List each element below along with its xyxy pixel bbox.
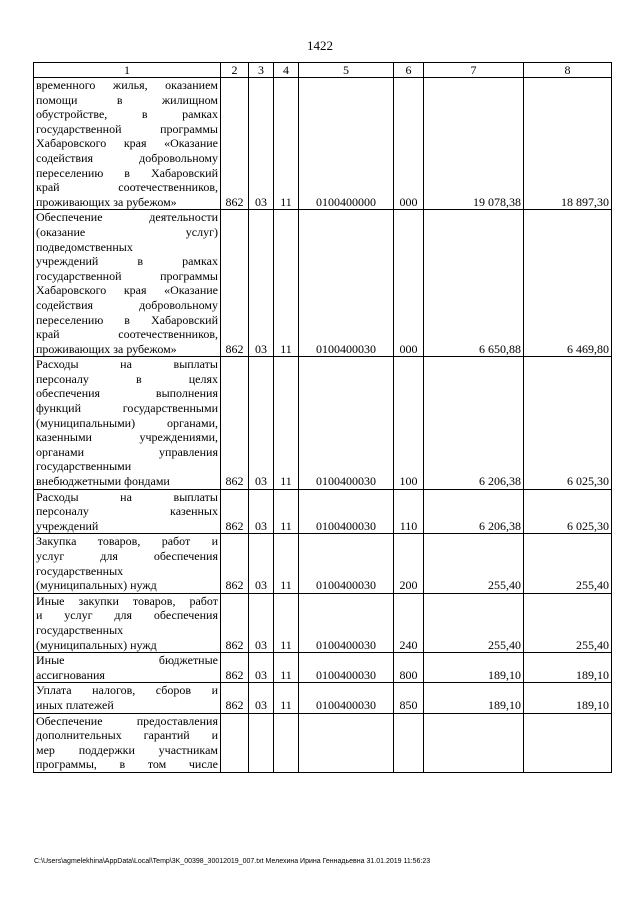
subsection-code: 11 bbox=[274, 593, 299, 652]
subsection-code: 11 bbox=[274, 210, 299, 357]
description-line: Расходы на выплаты bbox=[36, 489, 218, 504]
target-article-code: 0100400030 bbox=[299, 593, 394, 652]
expense-type-code: 100 bbox=[394, 357, 424, 489]
amount-2020: 189,10 bbox=[524, 683, 612, 713]
description-line: программы, в том числе bbox=[36, 757, 218, 772]
section-code bbox=[249, 713, 274, 772]
description-line: услуг для обеспечения bbox=[36, 549, 218, 563]
expense-type-code: 800 bbox=[394, 653, 424, 683]
subsection-code: 11 bbox=[274, 653, 299, 683]
table-row bbox=[34, 683, 612, 713]
amount-2020: 6 025,30 bbox=[524, 489, 612, 534]
amount-2019: 19 078,38 bbox=[424, 78, 524, 210]
description-line: учреждений в рамках bbox=[36, 254, 218, 269]
table-header-row bbox=[34, 63, 612, 78]
subsection-code: 11 bbox=[274, 78, 299, 210]
amount-2019: 189,10 bbox=[424, 653, 524, 683]
row-description bbox=[34, 210, 221, 357]
section-code: 03 bbox=[249, 683, 274, 713]
amount-2019: 189,10 bbox=[424, 683, 524, 713]
column-header: 8 bbox=[524, 63, 612, 78]
subsection-code bbox=[274, 713, 299, 772]
column-header: 7 bbox=[424, 63, 524, 78]
description-line: персоналу казенных bbox=[36, 504, 218, 519]
table-row bbox=[34, 653, 612, 683]
description-line: край соотечественников, bbox=[36, 180, 218, 195]
expense-type-code: 240 bbox=[394, 593, 424, 652]
description-line: дополнительных гарантий и bbox=[36, 728, 218, 743]
description-line: переселению в Хабаровский bbox=[36, 312, 218, 327]
column-header: 2 bbox=[221, 63, 249, 78]
description-line: (оказание услуг) bbox=[36, 224, 218, 239]
table-row bbox=[34, 78, 612, 210]
code-grbs: 862 bbox=[221, 210, 249, 357]
expense-type-code: 000 bbox=[394, 78, 424, 210]
target-article-code: 0100400030 bbox=[299, 653, 394, 683]
subsection-code: 11 bbox=[274, 534, 299, 593]
description-line: (муниципальных) нужд bbox=[36, 637, 157, 652]
code-grbs: 862 bbox=[221, 683, 249, 713]
section-code: 03 bbox=[249, 78, 274, 210]
description-line: (муниципальными) органами, bbox=[36, 415, 218, 430]
amount-2020 bbox=[524, 713, 612, 772]
row-description bbox=[34, 78, 221, 210]
description-line: и услуг для обеспечения bbox=[36, 608, 218, 623]
target-article-code bbox=[299, 713, 394, 772]
column-header: 5 bbox=[299, 63, 394, 78]
file-path-footer: C:\Users\agmelekhina\AppData\Local\Temp\3K_00398_30012019_007.txt Мелехина Ирина Геннадьевна 31.01.2019 11:56:23 bbox=[34, 858, 431, 865]
amount-2020: 255,40 bbox=[524, 593, 612, 652]
description-line: учреждений bbox=[36, 518, 99, 533]
description-line: переселению в Хабаровский bbox=[36, 165, 218, 180]
description-line: подведомственных bbox=[36, 239, 133, 254]
column-header: 4 bbox=[274, 63, 299, 78]
section-code: 03 bbox=[249, 357, 274, 489]
section-code: 03 bbox=[249, 593, 274, 652]
row-description bbox=[34, 489, 221, 534]
amount-2019: 6 206,38 bbox=[424, 357, 524, 489]
expense-type-code: 110 bbox=[394, 489, 424, 534]
description-line: содействия добровольному bbox=[36, 150, 218, 165]
column-header: 6 bbox=[394, 63, 424, 78]
code-grbs: 862 bbox=[221, 78, 249, 210]
row-description bbox=[34, 653, 221, 683]
table-row bbox=[34, 489, 612, 534]
description-line: органами управления bbox=[36, 444, 218, 459]
subsection-code: 11 bbox=[274, 489, 299, 534]
amount-2020: 255,40 bbox=[524, 534, 612, 593]
description-line: иных платежей bbox=[36, 697, 114, 712]
column-header: 1 bbox=[34, 63, 221, 78]
description-line: мер поддержки участникам bbox=[36, 742, 218, 757]
table-row bbox=[34, 357, 612, 489]
description-line: персоналу в целях bbox=[36, 371, 218, 386]
description-line: проживающих за рубежом» bbox=[36, 341, 177, 356]
description-line: временного жилья, оказанием bbox=[36, 78, 218, 92]
code-grbs: 862 bbox=[221, 534, 249, 593]
row-description bbox=[34, 713, 221, 772]
description-line: Иные закупки товаров, работ bbox=[36, 593, 218, 608]
row-description bbox=[34, 534, 221, 593]
amount-2020: 6 469,80 bbox=[524, 210, 612, 357]
section-code: 03 bbox=[249, 653, 274, 683]
row-description bbox=[34, 593, 221, 652]
target-article-code: 0100400030 bbox=[299, 210, 394, 357]
table-row bbox=[34, 713, 612, 772]
code-grbs: 862 bbox=[221, 593, 249, 652]
amount-2020: 6 025,30 bbox=[524, 357, 612, 489]
target-article-code: 0100400030 bbox=[299, 357, 394, 489]
section-code: 03 bbox=[249, 489, 274, 534]
amount-2019: 255,40 bbox=[424, 593, 524, 652]
subsection-code: 11 bbox=[274, 683, 299, 713]
description-line: казенными учреждениями, bbox=[36, 430, 218, 445]
description-line: край соотечественников, bbox=[36, 327, 218, 342]
code-grbs bbox=[221, 713, 249, 772]
budget-table bbox=[33, 62, 612, 773]
expense-type-code: 200 bbox=[394, 534, 424, 593]
expense-type-code: 850 bbox=[394, 683, 424, 713]
row-description bbox=[34, 357, 221, 489]
description-line: обеспечения выполнения bbox=[36, 386, 218, 401]
amount-2020: 189,10 bbox=[524, 653, 612, 683]
description-line: государственными bbox=[36, 459, 132, 474]
table-row bbox=[34, 534, 612, 593]
amount-2019: 6 650,88 bbox=[424, 210, 524, 357]
target-article-code: 0100400030 bbox=[299, 683, 394, 713]
code-grbs: 862 bbox=[221, 653, 249, 683]
table-row bbox=[34, 210, 612, 357]
description-line: Закупка товаров, работ и bbox=[36, 534, 218, 549]
description-line: Хабаровского края «Оказание bbox=[36, 283, 218, 298]
section-code: 03 bbox=[249, 534, 274, 593]
description-line: Хабаровского края «Оказание bbox=[36, 136, 218, 151]
amount-2020: 18 897,30 bbox=[524, 78, 612, 210]
row-description bbox=[34, 683, 221, 713]
description-line: содействия добровольному bbox=[36, 297, 218, 312]
description-line: функций государственными bbox=[36, 401, 218, 416]
expense-type-code: 000 bbox=[394, 210, 424, 357]
description-line: государственных bbox=[36, 622, 124, 637]
description-line: (муниципальных) нужд bbox=[36, 578, 157, 593]
description-line: обустройстве, в рамках bbox=[36, 107, 218, 122]
description-line: Обеспечение предоставления bbox=[36, 713, 218, 728]
expense-type-code bbox=[394, 713, 424, 772]
amount-2019: 6 206,38 bbox=[424, 489, 524, 534]
column-header: 3 bbox=[249, 63, 274, 78]
description-line: внебюджетными фондами bbox=[36, 474, 170, 489]
description-line: Расходы на выплаты bbox=[36, 357, 218, 372]
target-article-code: 0100400030 bbox=[299, 534, 394, 593]
target-article-code: 0100400000 bbox=[299, 78, 394, 210]
description-line: государственных bbox=[36, 563, 124, 578]
description-line: ассигнования bbox=[36, 667, 105, 682]
description-line: государственной программы bbox=[36, 268, 218, 283]
amount-2019: 255,40 bbox=[424, 534, 524, 593]
subsection-code: 11 bbox=[274, 357, 299, 489]
code-grbs: 862 bbox=[221, 489, 249, 534]
description-line: Иные бюджетные bbox=[36, 653, 218, 668]
table-row bbox=[34, 593, 612, 652]
description-line: государственной программы bbox=[36, 121, 218, 136]
description-line: помощи в жилищном bbox=[36, 92, 218, 107]
page-number: 1422 bbox=[307, 38, 333, 53]
target-article-code: 0100400030 bbox=[299, 489, 394, 534]
section-code: 03 bbox=[249, 210, 274, 357]
description-line: проживающих за рубежом» bbox=[36, 194, 177, 209]
description-line: Уплата налогов, сборов и bbox=[36, 683, 218, 698]
code-grbs: 862 bbox=[221, 357, 249, 489]
amount-2019 bbox=[424, 713, 524, 772]
description-line: Обеспечение деятельности bbox=[36, 210, 218, 225]
